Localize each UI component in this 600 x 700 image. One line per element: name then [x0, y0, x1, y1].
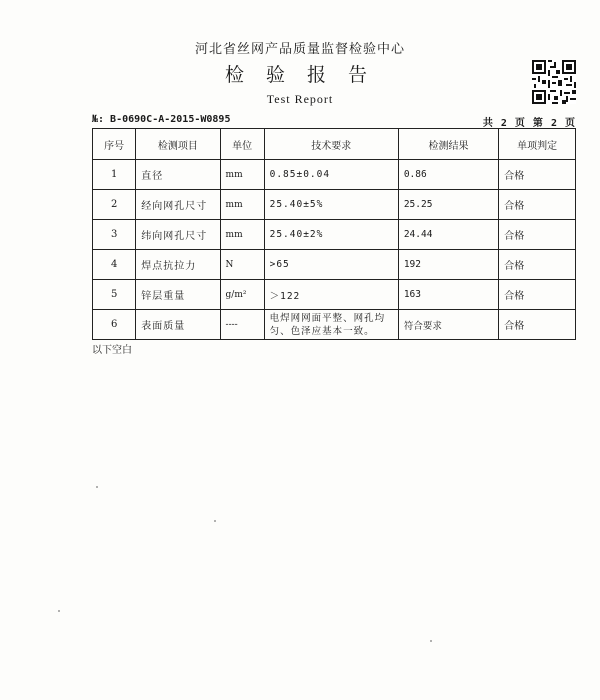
header-unit: 单位 — [220, 129, 264, 160]
cell-item: 焊点抗拉力 — [136, 250, 220, 280]
cell-requirement: 25.40±5% — [264, 190, 398, 220]
blank-below-note: 以下空白 — [92, 345, 132, 356]
cell-judgment: 合格 — [499, 280, 576, 310]
organization-name: 河北省丝网产品质量监督检验中心 — [194, 42, 405, 57]
table-row — [93, 220, 576, 250]
test-results-table — [92, 128, 576, 340]
cell-result: 192 — [398, 250, 498, 280]
header-no: 序号 — [93, 129, 136, 160]
table-row — [93, 160, 576, 190]
cell-no: 3 — [93, 220, 136, 250]
qr-code-icon — [532, 60, 576, 104]
cell-judgment: 合格 — [499, 190, 576, 220]
table-row — [93, 280, 576, 310]
cell-requirement: 0.85±0.04 — [264, 160, 398, 190]
cell-no: 2 — [93, 190, 136, 220]
cell-item: 锌层重量 — [136, 280, 220, 310]
scan-speck — [430, 640, 432, 642]
report-title: 检 验 报 告 — [224, 64, 376, 86]
page-info: 共 2 页 第 2 页 — [482, 118, 576, 129]
cell-item: 经向网孔尺寸 — [136, 190, 220, 220]
cell-item: 直径 — [136, 160, 220, 190]
cell-result: 0.86 — [398, 160, 498, 190]
cell-result: 符合要求 — [398, 310, 498, 340]
table-row — [93, 310, 576, 340]
cell-judgment: 合格 — [499, 220, 576, 250]
scan-speck — [58, 610, 60, 612]
cell-judgment: 合格 — [499, 250, 576, 280]
table-row — [93, 250, 576, 280]
scan-speck — [96, 486, 98, 488]
cell-item: 纬向网孔尺寸 — [136, 220, 220, 250]
cell-unit: ---- — [220, 310, 264, 340]
report-number: №: B-0690C-A-2015-W0895 — [92, 114, 231, 125]
table-row — [93, 190, 576, 220]
cell-requirement: 电焊网网面平整、网孔均匀、色泽应基本一致。 — [264, 310, 398, 340]
cell-unit: N — [220, 250, 264, 280]
cell-unit: mm — [220, 160, 264, 190]
header-result: 检测结果 — [398, 129, 498, 160]
cell-no: 5 — [93, 280, 136, 310]
table-header-row — [93, 129, 576, 160]
cell-unit: mm — [220, 220, 264, 250]
cell-unit: g/m² — [220, 280, 264, 310]
cell-no: 1 — [93, 160, 136, 190]
cell-result: 25.25 — [398, 190, 498, 220]
cell-requirement: >65 — [264, 250, 398, 280]
cell-judgment: 合格 — [499, 310, 576, 340]
header-judgment: 单项判定 — [499, 129, 576, 160]
cell-unit: mm — [220, 190, 264, 220]
cell-judgment: 合格 — [499, 160, 576, 190]
cell-result: 163 — [398, 280, 498, 310]
cell-requirement: ＞122 — [264, 280, 398, 310]
cell-no: 4 — [93, 250, 136, 280]
header-item: 检测项目 — [136, 129, 220, 160]
scan-speck — [214, 520, 216, 522]
cell-result: 24.44 — [398, 220, 498, 250]
report-subtitle: Test Report — [266, 92, 334, 106]
header-requirement: 技术要求 — [264, 129, 398, 160]
cell-requirement: 25.40±2% — [264, 220, 398, 250]
cell-no: 6 — [93, 310, 136, 340]
cell-item: 表面质量 — [136, 310, 220, 340]
